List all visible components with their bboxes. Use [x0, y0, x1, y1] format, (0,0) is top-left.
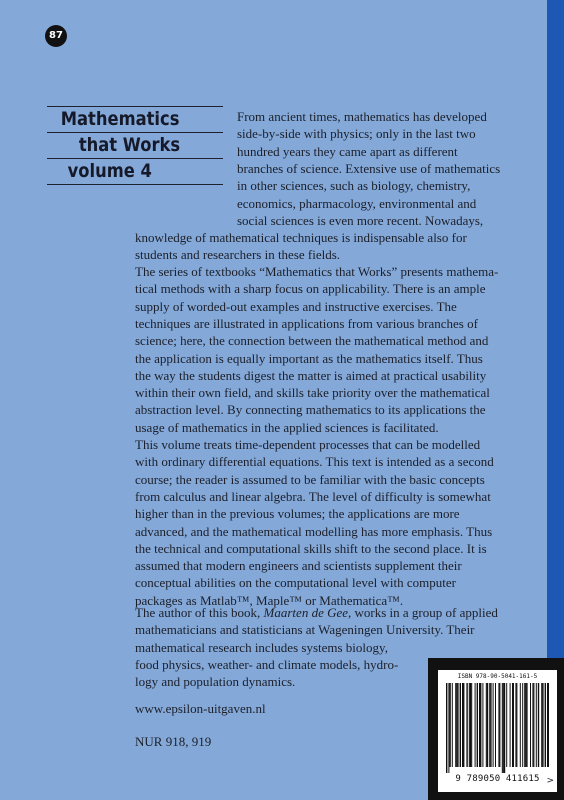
barcode-bar: [469, 683, 470, 767]
text-line: science; here, the connection between the mathematical method and: [135, 333, 489, 349]
text-line: hundred years they came apart as different: [237, 143, 458, 159]
barcode-bar: [545, 683, 546, 767]
barcode-bar: [463, 683, 464, 767]
nur-code: NUR 918, 919: [135, 734, 212, 749]
series-title: [47, 106, 223, 185]
text-line: food physics, weather- and climate models, hydro-: [135, 656, 399, 672]
text-line: knowledge of mathematical techniques is indispensable also for: [135, 230, 467, 246]
barcode-bar: [516, 683, 517, 767]
barcode-bar: [480, 683, 481, 767]
text-line: branches of science. Extensive use of mathematics: [237, 160, 501, 176]
barcode-bar: [530, 683, 531, 767]
title-line-2: that Works: [78, 134, 181, 156]
barcode-bar: [504, 683, 505, 773]
text-line: social sciences is even more recent. Nowadays,: [237, 212, 484, 228]
barcode-bar: [503, 683, 504, 773]
text-line: mathematicians and statisticians at Wageningen University. Their: [135, 622, 475, 638]
barcode-bar: [462, 683, 463, 767]
barcode-bar: [458, 683, 459, 767]
barcode: [438, 670, 557, 792]
author-name: Maarten de Gee: [263, 605, 349, 620]
volume-number-badge: 87: [45, 25, 67, 47]
barcode-bar: [479, 683, 480, 767]
text-line: tical methods with a sharp focus on applicability. There is an ample: [135, 281, 486, 297]
barcode-bar: [522, 683, 523, 767]
barcode-bar: [512, 683, 513, 767]
text-line: economics, pharmacology, environmental and: [237, 195, 477, 211]
text-line: the way the students digest the matter is aimed at practical usability: [135, 367, 487, 383]
title-rule-bottom: [47, 184, 223, 185]
text-line: advanced, and the mathematical modelling has more emphasis. Thus: [135, 523, 493, 539]
text-line: higher than in the previous volumes; the applications are more: [135, 506, 460, 522]
barcode-bar: [538, 683, 539, 767]
barcode-bar: [495, 683, 496, 767]
barcode-arrow: >: [546, 776, 554, 786]
text-line: [135, 604, 498, 621]
text-line: supply of worded-out examples and instructive exercises. The: [135, 298, 457, 314]
text-line: side-by-side with physics; only in the last two: [237, 126, 476, 142]
text-line: usage of mathematics in the applied sciences is facilitated.: [135, 419, 439, 435]
isbn-label: ISBN 978-90-5041-161-5: [457, 673, 538, 680]
barcode-bar: [486, 683, 487, 767]
barcode-bar: [477, 683, 478, 767]
barcode-bar: [493, 683, 494, 767]
text-line: with ordinary differential equations. This text is intended as a second: [135, 454, 494, 470]
barcode-bar: [502, 683, 503, 773]
barcode-bar: [499, 683, 500, 767]
barcode-bar: [513, 683, 514, 767]
text-line: from calculus and linear algebra. The level of difficulty is somewhat: [135, 488, 491, 504]
barcode-bar: [466, 683, 467, 767]
text-line: the technical and computational skills shift to the second place. It is: [135, 540, 487, 556]
barcode-bar: [456, 683, 457, 767]
text-line: mathematical research includes systems biology,: [135, 639, 388, 655]
publisher-website: www.epsilon-uitgaven.nl: [135, 701, 266, 716]
barcode-bar: [470, 683, 471, 767]
text-line: conceptual abilities on the computational level with computer: [135, 575, 456, 591]
barcode-bar: [520, 683, 521, 767]
barcode-bar: [506, 683, 507, 767]
barcode-bar: [487, 683, 488, 767]
barcode-bar: [452, 683, 453, 767]
barcode-bar: [449, 683, 450, 767]
barcode-bar: [541, 683, 542, 767]
barcode-bar: [515, 683, 516, 767]
text-line: This volume treats time-dependent processes that can be modelled: [135, 437, 481, 452]
barcode-bar: [548, 683, 549, 767]
barcode-bar: [526, 683, 527, 767]
barcode-bar: [532, 683, 533, 767]
barcode-bar: [533, 683, 534, 767]
barcode-number: 9 789050 411615: [455, 774, 540, 784]
barcode-bar: [460, 683, 461, 767]
barcode-panel: [428, 658, 564, 800]
barcode-bar: [482, 683, 483, 767]
text-line: abstraction level. By connecting mathematics to its applications the: [135, 402, 486, 418]
text-line: within their own field, and skills take priority over the mathematical: [135, 385, 490, 401]
text-line: assumed that modern engineers and scientists supplement their: [135, 558, 462, 574]
barcode-bar: [489, 683, 490, 767]
barcode-bar: [510, 683, 511, 767]
barcode-bar: [543, 683, 544, 767]
text-line: The series of textbooks “Mathematics that Works” presents mathema-: [135, 264, 499, 279]
barcode-bar: [490, 683, 491, 767]
author-intro-end: , works in a group of applied: [348, 605, 498, 620]
barcode-bar: [455, 683, 456, 767]
text-line: students and researchers in these fields.: [135, 247, 341, 263]
barcode-bar: [536, 683, 537, 767]
author-intro: The author of this book,: [135, 605, 264, 620]
barcode-bar: [448, 683, 449, 773]
text-line: in other sciences, such as biology, chemistry,: [237, 178, 471, 194]
barcode-bar: [471, 683, 472, 767]
title-line-3: volume 4: [67, 160, 152, 182]
text-line: techniques are illustrated in applications from various branches of: [135, 315, 478, 331]
text-line: From ancient times, mathematics has developed: [237, 109, 487, 124]
barcode-bar: [527, 683, 528, 767]
text-line: logy and population dynamics.: [135, 674, 296, 690]
title-line-1: Mathematics: [60, 108, 180, 130]
barcode-bars: [446, 683, 549, 773]
barcode-bar: [498, 683, 499, 767]
text-line: course; the reader is assumed to be familiar with the basic concepts: [135, 471, 485, 487]
barcode-bar: [446, 683, 447, 773]
barcode-bar: [475, 683, 476, 767]
barcode-bar: [524, 683, 525, 767]
text-line: packages as Matlab™, Maple™ or Mathematica™.: [135, 592, 404, 608]
barcode-bar: [547, 683, 548, 767]
text-line: the application is equally important as the mathematics itself. Thus: [135, 350, 483, 366]
